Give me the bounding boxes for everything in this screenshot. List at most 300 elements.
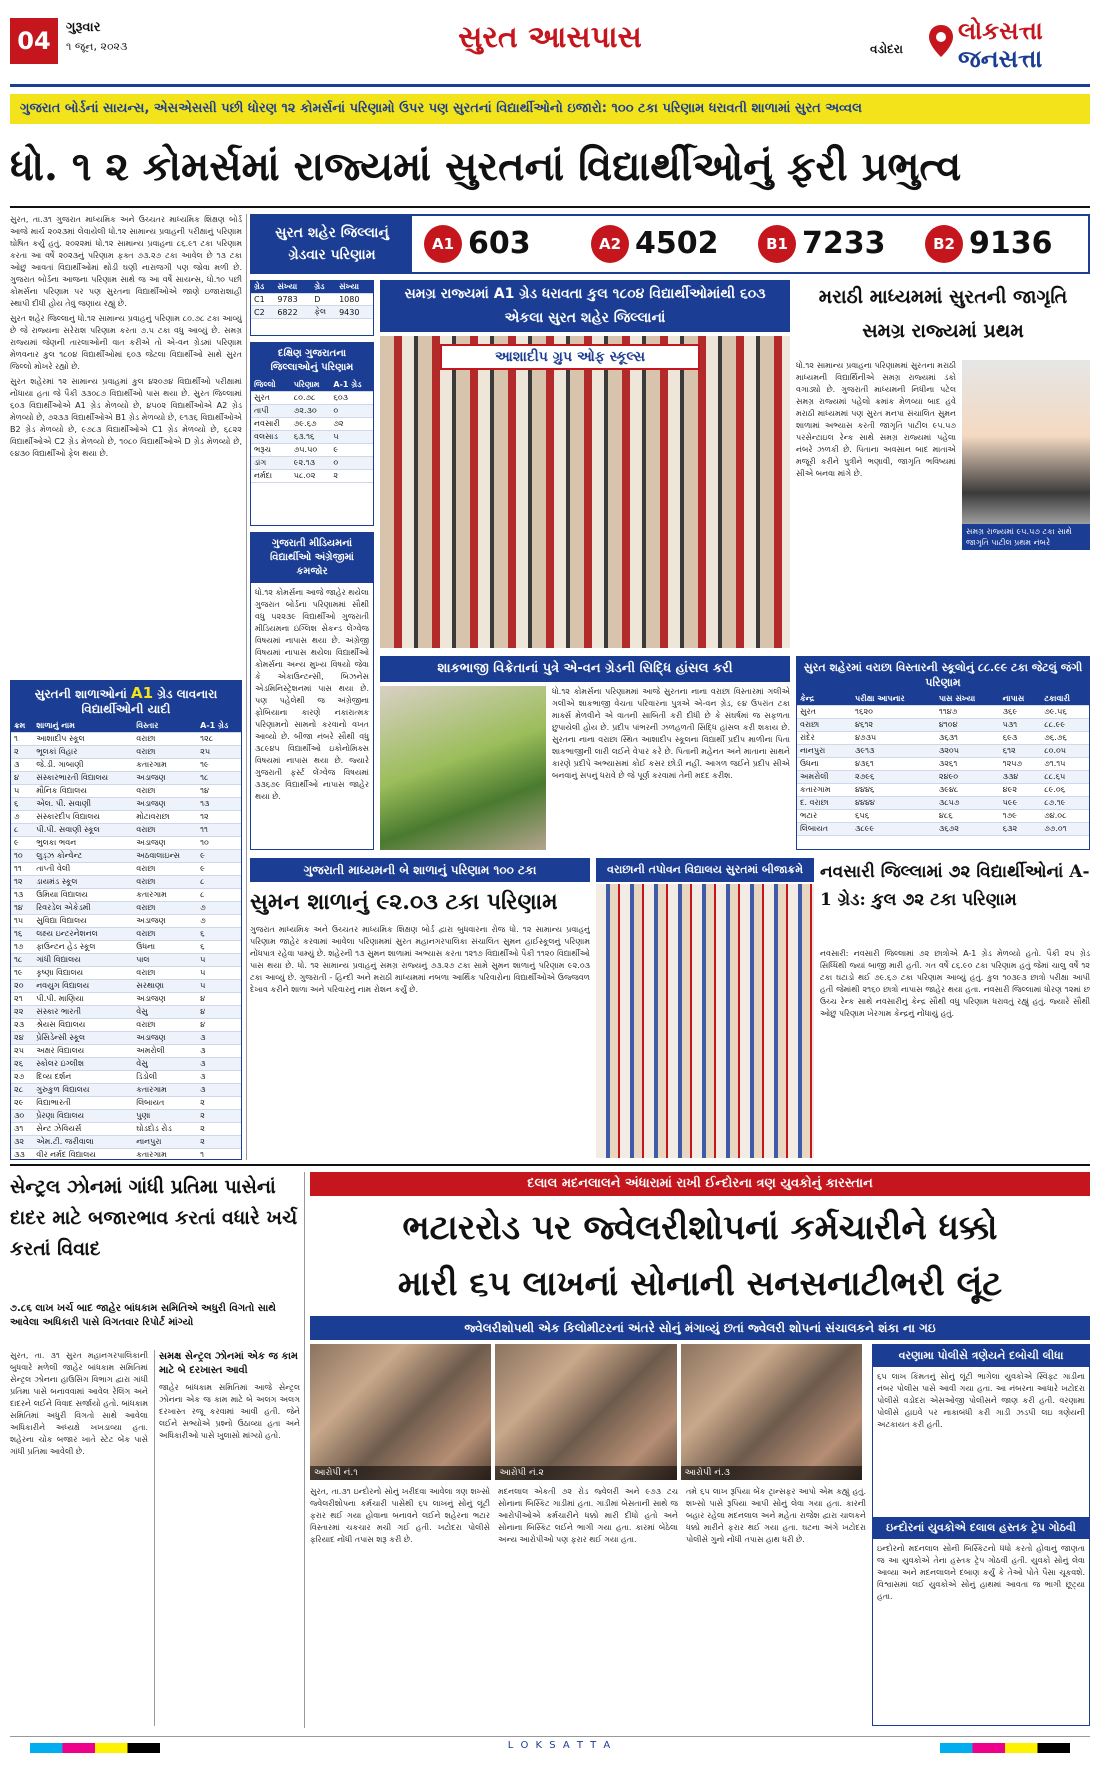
a1-cell-3: ૧૨૮ [197,733,241,746]
navsari-body: નવસારી: નવસારી જિલ્લામાં ૭૨ છાત્રોએ A-1 ગ્રેડ મેળવ્યો હતો. પૈકી ૨૫ ગ્રેડ સિધ્ધિથી જ્યાં બાજી મારી હતી. ગત વર્ષે ૮૬.૯૦ ટકા પરિણામ હતું જેમાં ચાલુ વર્ષે ૧૨ ટકા ઘટાડો થઈ ૭૯.૬૭ ટકા પરિણામ આવ્યું હતું. કુલ ૧૦૩૯૩ છાત્રો પરીક્ષા આપી હતી જેમાંથી ૨૧૬૦ છાત્રો નાપાસ જાહેર થયા હતા. નવસારી જિલ્લામાં ધોરણ ૧૨માં છ ઉચ્ચ રેન્ક સાથે નવસારીનું કેન્દ્ર સૌથી વધુ પરિણામ ધરાવતું રહ્યું હતું. જ્યારે સૌથી ઓછું પરિણામ ખેરગામ કેન્દ્રનું નોંધાયું હતું. [820,949,1090,1018]
grade-mini-cell-0: C1 [251,294,274,306]
a1-cell-1: અક્ષર વિદ્યાલય [33,1045,133,1058]
a1-row [11,967,241,980]
grade-mini-head-3: ગ્રેડ [311,281,336,294]
sg-cell-2: ૫ [330,431,373,444]
vr-cell-1: ૧૬૨૦ [852,706,936,719]
vr-cell-1: ૬૫૬ [852,810,936,823]
a1-cell-1: પી.પી. માણિયા [33,993,133,1006]
a1-cell-2: અમરોલી [133,1045,197,1058]
sg-header-2: A-1 ગ્રેડ [330,379,373,392]
vr-cell-1: ૪૪૪૪ [852,797,936,810]
a1-cell-1: ડાયમંડ સ્કૂલ [33,876,133,889]
a1-cell-1: લક્ષ્ય ઇન્ટરનેશનલ [33,928,133,941]
a1-row [11,837,241,850]
jewel-side1-body: ૬૫ લાખ કિંમતનું સોનું લૂંટી ભાગેલા યુવકોએ સ્વિફ્ટ ગાડીના નંબર પોલીસ પાસે આવી ગયા હતા. આ નંબરના આધારે ખટોદરા પોલીસે વડોદરા એસઓજી પોલીસને જાણ કરી હતી. વરણામા પોલીસે હાઇવે પર નાકાબંધી કરી ગાડી ઝડપી લઇ ત્રણેયની અટકાયત કરી હતી. [877,1372,1085,1429]
a1-cell-2: અડાજણ [133,798,197,811]
vr-row [797,706,1089,719]
a1-row [11,746,241,759]
vr-cell-3: ૬૩૨ [1000,823,1042,836]
vr-cell-4: ૭૬.૭૬ [1041,732,1089,745]
grade-mini-cell-2: D [311,294,336,306]
vr-cell-1: ૩૯૧૩ [852,745,936,758]
a1-cell-2: ડિંડોલી [133,1071,197,1084]
grade-mini-cell-1: 9783 [274,294,311,306]
a1-cell-0: ૫ [11,785,33,798]
sg-cell-2: ૬૦૩ [330,392,373,405]
a1-cell-1: મૌનિક વિદ્યાલય [33,785,133,798]
a1-cell-1: સ્કોલર ઇંગ્લીશ [33,1058,133,1071]
sg-row [251,470,373,483]
a1-grade-label: A1 [130,684,154,702]
sg-cell-1: ૯૨.૧૩ [291,457,331,470]
sg-cell-2: ૦ [330,457,373,470]
vr-row [797,758,1089,771]
a1-header-3: A-1 ગ્રેડ [197,720,241,733]
marathi-headline: મરાઠી માધ્યમમાં સુરતની જાગૃતિ સમગ્ર રાજ્યમાં પ્રથમ [818,286,1068,342]
vr-cell-4: ૭૪.૦૮ [1041,810,1089,823]
a1-cell-3: ૪ [197,1006,241,1019]
a1-cell-2: લિંબાયત [133,1097,197,1110]
a1-cell-0: ૧૫ [11,915,33,928]
a1-cell-3: ૩ [197,1032,241,1045]
a1-row [11,759,241,772]
a1-cell-3: ૫ [197,967,241,980]
vr-row [797,745,1089,758]
a1-list-title: સુરતની શાળાઓનાં A1 ગ્રેડ લાવનારા વિદ્યાર્થીઓની યાદી [11,681,241,720]
vr-header-0: કેન્દ્ર [797,693,852,706]
lead-story [10,214,242,674]
a1-row [11,850,241,863]
a1-cell-0: ૨૪ [11,1032,33,1045]
suman-body: ગુજરાત માધ્યમિક અને ઉચ્ચતર માધ્યમિક શિક્ષણ બોર્ડ દ્વારા બુધવારના રોજ ધો. ૧૨ સામાન્ય પ્રવાહનું પરિણામ જાહેર કરવામાં આવેલા પરિણામમાં સુરત મહાનગરપાલિકા સંચાલિત સુમન હાઈસ્કૂલનું પરિણામ નોંધપાત્ર રહેવા પામ્યું છે. શહેરની ૧૩ સુમન શાળામાં અભ્યાસ કરતા ૧૨૧૭ વિદ્યાર્થીઓ પૈકી ૧૧૨૦ વિદ્યાર્થીઓ પાસ થયા છે. ધો. ૧૨ સામાન્ય પ્રવાહનું સમગ્ર રાજ્યનું ૭૩.૨૭ ટકા સામે સુમન શાળાનું પરિણામ ૯૨.૦૩ ટકા આવ્યું છે. ગુજરાતી - હિન્દી અને મરાઠી માધ્યમમાં નબળા આર્થિક પરિવારોના વિદ્યાર્થીઓએ ઉજ્જવળ દેખાવ કરીને શાળા અને પરિવારનું નામ રોશન કર્યું છે. [250,925,590,994]
jewel-side-box [872,1344,1090,1726]
vr-row [797,784,1089,797]
a1-row [11,889,241,902]
grade-mini-cell-2: ફેલ [311,306,336,319]
a1-cell-2: વરાછા [133,902,197,915]
edition-city: વડોદરા [870,42,903,56]
vr-cell-4: ૮૭.૧૯ [1041,797,1089,810]
vr-cell-4: ૮૮.૯૯ [1041,719,1089,732]
a1-cell-3: ૧૨ [197,811,241,824]
a1-row [11,915,241,928]
masthead [10,8,1090,80]
vr-cell-2: ૩૨૦૫ [936,745,1000,758]
a1-cell-0: ૨૩ [11,1019,33,1032]
a1-row [11,941,241,954]
footer-brand-dots: L O K S A T T A [507,1740,613,1751]
sg-cell-1: ૫૮.૦૨ [291,470,331,483]
sg-row [251,457,373,470]
a1-cell-2: વરાછા [133,746,197,759]
marathi-body: ધો.૧૨ સામાન્ય પ્રવાહના પરિણામમાં સુરતના મરાઠી માધ્યમની વિદ્યાર્થિનીએ સમગ્ર રાજ્યમાં ડંકો વગાડ્યો છે. ગુજરાતી માધ્યમની નિધીના પટેલ સમગ્ર રાજ્યમાં પહેલો ક્રમાંક મેળવ્યા બાદ હવે મરાઠી માધ્યમમાં પણ સુરત મનપા સંચાલિત સુમન શાળામાં અભ્યાસ કરતી જાગૃતિ પાટીલ ૯૫.૫૭ પરસેન્ટાઇલ રેન્ક સાથે સમગ્ર રાજ્યમાં પહેલા નંબરે ઝળકી છે. પિતાના અવસાન બાદ માતાએ મજૂરી કરીને પુત્રીને ભણાવી, જાગૃતિ ભવિષ્યમાં સીએ બનવા માંગે છે. [796,361,956,478]
sg-cell-1: ૭૨.૩૦ [291,405,331,418]
a1-row [11,954,241,967]
a1-cell-2: વરાછા [133,863,197,876]
a1-cell-2: અઠવાલાઇન્સ [133,850,197,863]
jewel-headline-1: ભટારરોડ પર જ્વેલરીશોપનાં કર્મચારીને ધક્કો [402,1208,998,1248]
a1-cell-1: ભૂલકાં વિહાર [33,746,133,759]
a1-header-0: ક્રમ [11,720,33,733]
a1-cell-3: ૬ [197,941,241,954]
column-rule-bottom [304,1172,305,1728]
varachha-box [796,656,1090,850]
accused-label: આરોપી નં.૨ [495,1466,676,1480]
a1-cell-2: વરાછા [133,876,197,889]
vr-cell-2: ૩૨૬૧ [936,758,1000,771]
a1-cell-3: ૧૮ [197,772,241,785]
color-registration-right [940,1743,1070,1753]
a1-cell-1: કૃષ્ણા વિદ્યાલય [33,967,133,980]
a1-row [11,1110,241,1123]
a1-cell-3: ૭ [197,902,241,915]
a1-cell-1: નવયુગ વિદ્યાલય [33,980,133,993]
vr-cell-0: ભટાર [797,810,852,823]
a1-cell-1: સંસ્કારભારતી વિદ્યાલય [33,772,133,785]
a1-cell-1: વીર નર્મદ વિદ્યાલય [33,1149,133,1161]
a1-cell-3: ૩ [197,1045,241,1058]
vr-cell-3: ૧૭૯ [1000,810,1042,823]
a1-cell-0: ૩૦ [11,1110,33,1123]
south-gujarat-box [250,342,374,526]
a1-row [11,1045,241,1058]
grade-mini-table [250,280,374,336]
a1-cell-3: ૧ [197,1149,241,1161]
a1-cell-3: ૨ [197,1110,241,1123]
vr-row [797,810,1089,823]
a1-cell-2: વરાછા [133,1019,197,1032]
vr-cell-4: ૭૧.૧૫ [1041,758,1089,771]
suman-headline: સુમન શાળાનું ૯૨.૦૩ ટકા પરિણામ [250,889,558,915]
medium-box-title: ગુજરાતી મીડિયમનાં વિદ્યાર્થીઓ અંગ્રેજીમાં કમજોર [251,533,373,583]
a1-cell-1: તાપ્તી વેલી [33,863,133,876]
brand-logo [928,12,1090,76]
a1-cell-2: મોટાવરાછા [133,811,197,824]
vr-cell-4: ૭૭.૦૧ [1041,823,1089,836]
a1-cell-2: અડાજણ [133,772,197,785]
a1-row [11,1058,241,1071]
masthead-rule [10,84,1090,87]
grade-bar-label: સુરત શહેર જિલ્લાનું ગ્રેડવાર પરિણામ [252,216,412,272]
vr-cell-3: ૫૩૧ [1000,719,1042,732]
a1-cell-0: ૬ [11,798,33,811]
brand-line-1: લોકસત્તા [958,16,1043,45]
grade-bar [250,214,1090,274]
grade-mini-cell-3: 1080 [336,294,373,306]
sg-header-0: જિલ્લો [251,379,291,392]
suman-strap: ગુજરાતી માધ્યમની બે શાળાનું પરિણામ ૧૦૦ ટકા [250,858,590,882]
vr-cell-2: ૩૯૪૮ [936,784,1000,797]
a1-row [11,1149,241,1161]
vr-header-2: પાસ સંખ્યા [936,693,1000,706]
grade-item [420,216,587,272]
vr-cell-3: ૩૩૪ [1000,771,1042,784]
grade-mini-row [251,294,373,306]
a1-cell-3: ૭ [197,915,241,928]
gandhi-subhead: ૭.૮૬ લાખ ખર્ચ બાદ જાહેર બાંધકામ સમિતિએ અધુરી વિગતો સાથે આવેલા અધિકારી પાસે વિગતવાર રિપોર્ટ માંગ્યો [10,1303,276,1328]
grade-badge: B1 [758,225,796,263]
a1-row [11,811,241,824]
sg-row [251,405,373,418]
vr-cell-1: ૪૬૧૨ [852,719,936,732]
school-banner: આશાદીપ ગ્રુપ ઓફ સ્કૂલ્સ [440,344,700,370]
a1-table [11,720,241,1160]
a1-cell-1: જે.ડી. ગાબાણી [33,759,133,772]
a1-cell-1: વિદ્યાભારતી [33,1097,133,1110]
a1-cell-0: ૮ [11,824,33,837]
jewel-headline-2: મારી ૬૫ લાખનાં સોનાની સનસનાટીભરી લૂંટ [397,1264,1003,1304]
sg-cell-1: ૭૯.૬૭ [291,418,331,431]
vr-cell-1: ૩૮૯૯ [852,823,936,836]
a1-cell-0: ૧૪ [11,902,33,915]
a1-cell-2: નાનપુરા [133,1136,197,1149]
vr-cell-3: ૬૧૨ [1000,745,1042,758]
sg-cell-0: ડાંગ [251,457,291,470]
vr-cell-0: નાનપુરા [797,745,852,758]
grade-badge: B2 [925,225,963,263]
a1-row [11,876,241,889]
sg-cell-0: ભરૂચ [251,444,291,457]
sg-cell-2: ૯ [330,444,373,457]
sg-row [251,392,373,405]
sg-cell-0: સુરત [251,392,291,405]
a1-cell-1: પી.પી. સવાણી સ્કૂલ [33,824,133,837]
a1-row [11,863,241,876]
a1-cell-2: વરાછા [133,824,197,837]
sg-row [251,418,373,431]
a1-cell-0: ૯ [11,837,33,850]
vr-header-4: ટકાવારી [1041,693,1089,706]
a1-cell-3: ૧૧ [197,824,241,837]
vr-cell-0: દ. વરાછા [797,797,852,810]
a1-row [11,1084,241,1097]
sg-cell-0: વલસાડ [251,431,291,444]
grade-mini-cell-3: 9430 [336,306,373,319]
a1-cell-0: ૩૩ [11,1149,33,1161]
a1-cell-3: ૧૦ [197,837,241,850]
medium-box-body: ધો.૧૨ કોમર્સના આજે જાહેર થયેલા ગુજરાત બોર્ડના પરિણામમાં સૌથી વધુ ૫૨૨૩૯ વિદ્યાર્થીઓ ગુજરાતી મીડિયમના ઇંગ્લિશ સેકન્ડ લેંગ્વેજ વિષયમાં નાપાસ થયા છે. અંગ્રેજી વિષયમાં નાપાસ થયેલા વિદ્યાર્થીઓ કોમર્સના અન્ય મુખ્ય વિષયો જેવા કે એકાઉન્ટન્સી, બિઝનેસ એડમિનિસ્ટ્રેશનમાં પાસ થયા છે. પણ પહેલેથી જ અંગ્રેજીના ફોબિયાના કારણે નકારાત્મક પરિણામનો સામનો કરવાનો વખત આવ્યો છે. બીજા નંબરે સૌથી વધુ ૩૮૯૪૫ વિદ્યાર્થીઓ ઇકોનોમિક્સ વિષયમાં નાપાસ થયા છે. જ્યારે ગુજરાતી ફર્સ્ટ લેંગ્વેજ વિષયમાં ૩૩૬૭૯ વિદ્યાર્થીઓ નાપાસ જાહેર થયા છે. [255,588,369,801]
vr-cell-3: ૪૯૨ [1000,784,1042,797]
location-pin-icon [928,24,954,58]
vr-cell-3: ૫૯૯ [1000,797,1042,810]
a1-cell-2: વેસુ [133,1006,197,1019]
a1-cell-2: ઉધના [133,941,197,954]
accused-photos [310,1344,866,1480]
headline-rule [10,206,1090,208]
a1-row [11,1123,241,1136]
vegetable-headline: શાકભાજી વિક્રેતાનાં પુત્રે એ-વન ગ્રેડની સિદ્ધિ હાંસલ કરી [380,656,790,682]
a1-cell-2: અડાજણ [133,837,197,850]
vr-row [797,823,1089,836]
a1-cell-0: ૨૧ [11,993,33,1006]
a1-cell-0: ૩૨ [11,1136,33,1149]
a1-cell-1: આશાદીપ સ્કૂલ [33,733,133,746]
a1-cell-0: ૩૧ [11,1123,33,1136]
a1-cell-1: સુવિદ્યા વિદ્યાલય [33,915,133,928]
a1-cell-3: ૯ [197,850,241,863]
vr-row [797,732,1089,745]
vr-cell-4: ૭૯.૫૬ [1041,706,1089,719]
a1-cell-3: ૩ [197,1058,241,1071]
a1-cell-2: કતારગામ [133,1084,197,1097]
gandhi-headline: સેન્ટ્રલ ઝોનમાં ગાંધી પ્રતિમા પાસેનાં દાદર માટે બજારભાવ કરતાં વધારે ખર્ચ કરતાં વિવાદ [10,1176,298,1260]
vr-cell-4: ૮૦.૦૫ [1041,745,1089,758]
a1-cell-3: ૨ [197,1136,241,1149]
a1-cell-3: ૮ [197,876,241,889]
vr-cell-1: ૪૪૪૬ [852,784,936,797]
grade-mini-head-1: ગ્રેડ [251,281,274,294]
grade-item [921,216,1088,272]
a1-cell-0: ૧૭ [11,941,33,954]
a1-cell-3: ૮ [197,889,241,902]
sg-cell-2: ૨ [330,470,373,483]
grade-mini-head-2: સંખ્યા [274,281,311,294]
gandhi-sidebar [154,1350,300,1726]
a1-cell-2: વરાછા [133,785,197,798]
a1-cell-0: ૨ [11,746,33,759]
vr-cell-2: ૩૮૫૭ [936,797,1000,810]
lead-para-2: સુરત શહેર જિલ્લાનું ધો.૧૨ સામાન્ય પ્રવાહનું પરિણામ ૮૦.૭૮ ટકા આવ્યું છે જે રાજ્યના સરેરાશ પરિણામ કરતા ૭.૫ ટકા વધુ આવ્યું છે. સમગ્ર રાજ્યમાં જેણની તારલાઓની વાત કરીએ તો એ-વન ગ્રેડમાં પરિણામ મેળવનાર કુલ ૧૮૦૪ વિદ્યાર્થીઓમાં ૬૦૩ જેટલા વિદ્યાર્થીઓ સાથે સુરત જિલ્લો મોખરે રહ્યો છે. [10,314,242,371]
a1-row [11,980,241,993]
a1-cell-1: એમ.ટી. જરીવાલા [33,1136,133,1149]
a1-cell-0: ૨૬ [11,1058,33,1071]
grade-item [587,216,754,272]
jewel-subhead: જ્વેલરીશોપથી એક કિલોમીટરનાં અંતરે સોનું મંગાવ્યું છતાં જ્વેલરી શોપનાં સંચાલકને શંકા ના ગઇ [310,1316,1090,1340]
vr-cell-2: ૨૪૯૦ [936,771,1000,784]
grade-badge: A2 [591,225,629,263]
a1-row [11,1032,241,1045]
a1-cell-0: ૨૭ [11,1071,33,1084]
a1-cell-1: રિવરડેલ એકેડમી [33,902,133,915]
a1-cell-3: ૪ [197,1019,241,1032]
a1-row [11,798,241,811]
vr-row [797,719,1089,732]
a1-cell-2: અડાજણ [133,993,197,1006]
a1-cell-0: ૧૦ [11,850,33,863]
vr-cell-0: ઉધના [797,758,852,771]
a1-cell-3: ૨ [197,1123,241,1136]
a1-cell-2: અડાજણ [133,1032,197,1045]
a1-header-1: શાળાનું નામ [33,720,133,733]
jewel-body-2: મદનલાલ એકતી ૭૨ રોડ જ્વેલરી અને ૯૭૩ ટચ સોનાના બિસ્કિટ ગાડીમાં હતા. ગાડીમાં બેસતાની સાથે જ આરોપીઓએ કર્મચારીને ધક્કો મારી દીધો હતો અને સોનાના બિસ્કિટ લઈને ભાગી ગયા હતા. કારમાં બેઠેલા અન્ય આરોપીઓ પણ ફરાર થઈ ગયા હતા. [498,1487,678,1544]
tapovan-photo [596,884,814,1158]
medium-box [250,532,374,850]
vr-row [797,797,1089,810]
a1-cell-2: પાલ [133,954,197,967]
gandhi-sidebar-body: જાહેર બાંધકામ સમિતિમાં આજે સેન્ટ્રલ ઝોનના એક જ કામ માટે બે અલગ અલગ દરખાસ્ત રજૂ કરવામાં આવી હતી. જેને લઈને સભ્યોએ પ્રશ્નો ઉઠાવ્યા હતા અને અધિકારીઓ પાસે ખુલાસો માંગ્યો હતો. [159,1383,300,1440]
jewel-body-3: તમે ૬૫ લાખ રૂપિયા બેંક ટ્રાન્સફર આપો એમ કહ્યું હતું. શખ્સો પાસે રૂપિયા આપી સોનું લેવા ગયા હતા. કારની બહાર રહેલા મદનલાલ અને મહેતા રાજેશ દ્વારા ચાલકને ધક્કો મારીને ફરાર થઈ ગયા હતા. ઘટના અંગે ખટોદરા પોલીસે ગુનો નોંધી તપાસ હાથ ધરી છે. [686,1487,866,1544]
a1-cell-1: શ્રેયસ વિદ્યાલય [33,1019,133,1032]
vr-cell-2: ૪૮૬ [936,810,1000,823]
a1-row [11,1136,241,1149]
a1-cell-1: ફાઉન્ટન હેડ સ્કૂલ [33,941,133,954]
a1-cell-2: વરાછા [133,928,197,941]
vr-cell-1: ૪૭૩૫ [852,732,936,745]
sg-row [251,431,373,444]
grade-item [754,216,921,272]
grade-count: 603 [468,226,531,261]
a1-cell-0: ૭ [11,811,33,824]
vr-cell-2: ૩૬૭૨ [936,823,1000,836]
a1-cell-2: વેસુ [133,1058,197,1071]
accused-photo [495,1344,676,1480]
a1-cell-3: ૧૪ [197,785,241,798]
grade-mini-head-4: સંખ્યા [336,281,373,294]
grade-count: 4502 [635,226,719,261]
a1-row [11,928,241,941]
celebration-photo [380,336,790,648]
color-registration-left [30,1743,160,1753]
a1-cell-0: ૧૧ [11,863,33,876]
a1-row [11,1006,241,1019]
vr-cell-3: ૩૬૯ [1000,706,1042,719]
vr-cell-0: સુરત [797,706,852,719]
section-rule [10,1164,1090,1166]
a1-cell-3: ૨ [197,1097,241,1110]
grade-bar-items [420,216,1088,272]
column-rule [246,214,247,1160]
vr-cell-2: ૩૬૩૧ [936,732,1000,745]
vegetable-body: ધો.૧૨ કોમર્સના પરિણામમાં આજે સુરતના નાના વરાછા વિસ્તારમાં ગલીએ ગલીએ શાકભાજી વેચતા પરિવારના પુત્રએ એ-વન ગ્રેડ, ૯૪ ઉપરાંત ટકા માર્ક્સ મેળવીને એ વાતની સાબિતી કરી દીધી છે કે સંઘર્ષમાં જ સફળતા છુપાયેલી હોય છે. પ્રદીપ પાંભરની ઝળહળતી સિદ્ધિ હાંસલ કરી શકાય છે. સુરતના નાના વરાછા સ્થિત આશાદીપ સ્કૂલના વિદ્યાર્થી પ્રદીપ માળીના પિતા શાકભાજીની લારી લઈને વેપાર કરે છે. પિતાની મહેનત અને માતાના સાથને કારણે પ્રદીપે અભ્યાસમાં કોઈ કસર છોડી નહીં. આગળ જઈને પ્રદીપ સીએ બનવાનું સપનું ધરાવે છે જે પૂર્ણ કરવામાં તેની મદદ કરીશ. [552,687,790,780]
sg-cell-0: નર્મદા [251,470,291,483]
jewel-strap: દલાલ મદનલાલને અંધારામાં રાખી ઈન્દોરના ત્રણ યુવકોનું કારસ્તાન [310,1172,1090,1196]
sg-cell-2: ૦ [330,405,373,418]
accused-photo [310,1344,491,1480]
vr-cell-1: ૨૭૯૬ [852,771,936,784]
a1-cell-3: ૫ [197,954,241,967]
a1-cell-1: ગુરુકુળ વિદ્યાલય [33,1084,133,1097]
a1-cell-1: પ્રેરણા વિદ્યાલય [33,1110,133,1123]
a1-cell-0: ૧૬ [11,928,33,941]
sg-cell-2: ૭૨ [330,418,373,431]
a1-cell-0: ૨૫ [11,1045,33,1058]
a1-cell-2: અડાજણ [133,915,197,928]
marathi-photo-caption: સમગ્ર રાજ્યમાં ૯૫.૫૭ ટકા સાથે જાગૃતિ પાટીલ પ્રથમ નંબરે [962,524,1090,550]
vr-cell-1: ૪૩૬૧ [852,758,936,771]
vr-cell-0: અમરોલી [797,771,852,784]
vr-cell-4: ૮૯.૦૬ [1041,784,1089,797]
a1-row [11,1019,241,1032]
brand-line-2: જનસત્તા [958,44,1043,73]
lead-para-3: સુરત શહેરમાં ૧૨ સામાન્ય પ્રવાહમાં કુલ ૪૨૦૭૪ વિદ્યાર્થીઓ પરીક્ષામાં નોંધાયા હતા જે પૈકી ૩૩૦૮૭ વિદ્યાર્થીઓ પાસ થયા છે. સુરત જિલ્લામાં ૬૦૩ વિદ્યાર્થીઓએ A1 ગ્રેડ મેળવ્યો છે, ૪૫૦૨ વિદ્યાર્થીઓએ A2 ગ્રેડ મેળવ્યો છે, ૭૨૩૩ વિદ્યાર્થીઓએ B1 ગ્રેડ મેળવ્યો છે, ૯૧૩૬ વિદ્યાર્થીઓએ B2 ગ્રેડ મેળવ્યો છે, ૯૭૮૩ વિદ્યાર્થીઓએ C1 ગ્રેડ મેળવ્યો છે, ૬૮૨૨ વિદ્યાર્થીઓએ C2 ગ્રેડ મેળવ્યો છે, ૧૦૮૦ વિદ્યાર્થીઓએ D ગ્રેડ મેળવ્યો છે, ૯૪૩૦ વિદ્યાર્થીઓ ફેલ થયા છે. [10,377,242,458]
a1-cell-3: ૧૩ [197,798,241,811]
a1-cell-0: ૧૯ [11,967,33,980]
varachha-title: સુરત શહેરમાં વરાછા વિસ્તારની સ્કૂલોનું ૮૮.૯૯ ટકા જેટલું જંગી પરિણામ [797,657,1089,693]
a1-cell-3: ૩ [197,1071,241,1084]
issue-date: ૧ જૂન, ૨૦૨૩ [66,40,128,53]
grade-count: 9136 [969,226,1053,261]
a1-list [10,680,242,1160]
sg-cell-1: ૭૫.૫૦ [291,444,331,457]
jewel-body-1: સુરત, તા.૩૧ ઇન્દોરનો સોનું ખરીદવા આવેલા ત્રણ શખ્સો જ્વેલરીશોપના કર્મચારી પાસેથી ૬૫ લાખનું સોનું લૂંટી ફરાર થઈ ગયા હોવાના બનાવને લઈને શહેરના ભટાર વિસ્તારમાં ચકચાર મચી ગઈ હતી. ખટોદરા પોલીસે ફરિયાદ નોંધી તપાસ શરૂ કરી છે. [310,1487,490,1544]
grade-count: 7233 [802,226,886,261]
a1-cell-2: પુણા [133,1110,197,1123]
vr-header-3: નાપાસ [1000,693,1042,706]
a1-row [11,1071,241,1084]
jewel-side1-title: વરણામા પોલીસે ત્રણેયને દબોચી લીધા [873,1345,1089,1367]
a1-cell-0: ૩ [11,759,33,772]
sg-header-1: પરિણામ [291,379,331,392]
a1-cell-2: કતારગામ [133,889,197,902]
a1-cell-1: લુડ્ઝ કોન્વેન્ટ [33,850,133,863]
sg-cell-0: તાપી [251,405,291,418]
vr-cell-0: કતારગામ [797,784,852,797]
sg-row [251,444,373,457]
lead-para-1: સુરત, તા.૩૧ ગુજરાત માધ્યમિક અને ઉચ્ચતર માધ્યમિક શિક્ષણ બોર્ડ આજે માર્ચ ૨૦૨૩માં લેવાયેલી ધો.૧૨ સામાન્ય પ્રવાહની પરીક્ષાનું પરિણામ ઘોષિત કર્યું હતું. ૨૦૨૨માં ધો.૧૨ સામાન્ય પ્રવાહના ૮૬.૯૧ ટકા પરિણામ કરતા આ વર્ષે ૨૦૨૩નું પરિણામ ફક્ત ૭૩.૨૭ ટકા આવેલ છે ૧૩ ટકા ઓછું આવતાં વિદ્યાર્થીઓમાં થોડી ઘણી નારાજગી પણ જોવા મળી છે. ગુજરાત બોર્ડના આજના પરિણામ સાથે જ આ વર્ષે સાયન્સ, ધો.૧૦ પછી કોમર્સના પરિણામ પર પણ સુરતના વિદ્યાર્થીઓએ જાણે ઇજારાશાહી સ્થાપી દીધી હોય તેવું જણાય રહ્યું છે. [10,215,242,308]
sg-cell-0: નવસારી [251,418,291,431]
a1-row [11,1097,241,1110]
